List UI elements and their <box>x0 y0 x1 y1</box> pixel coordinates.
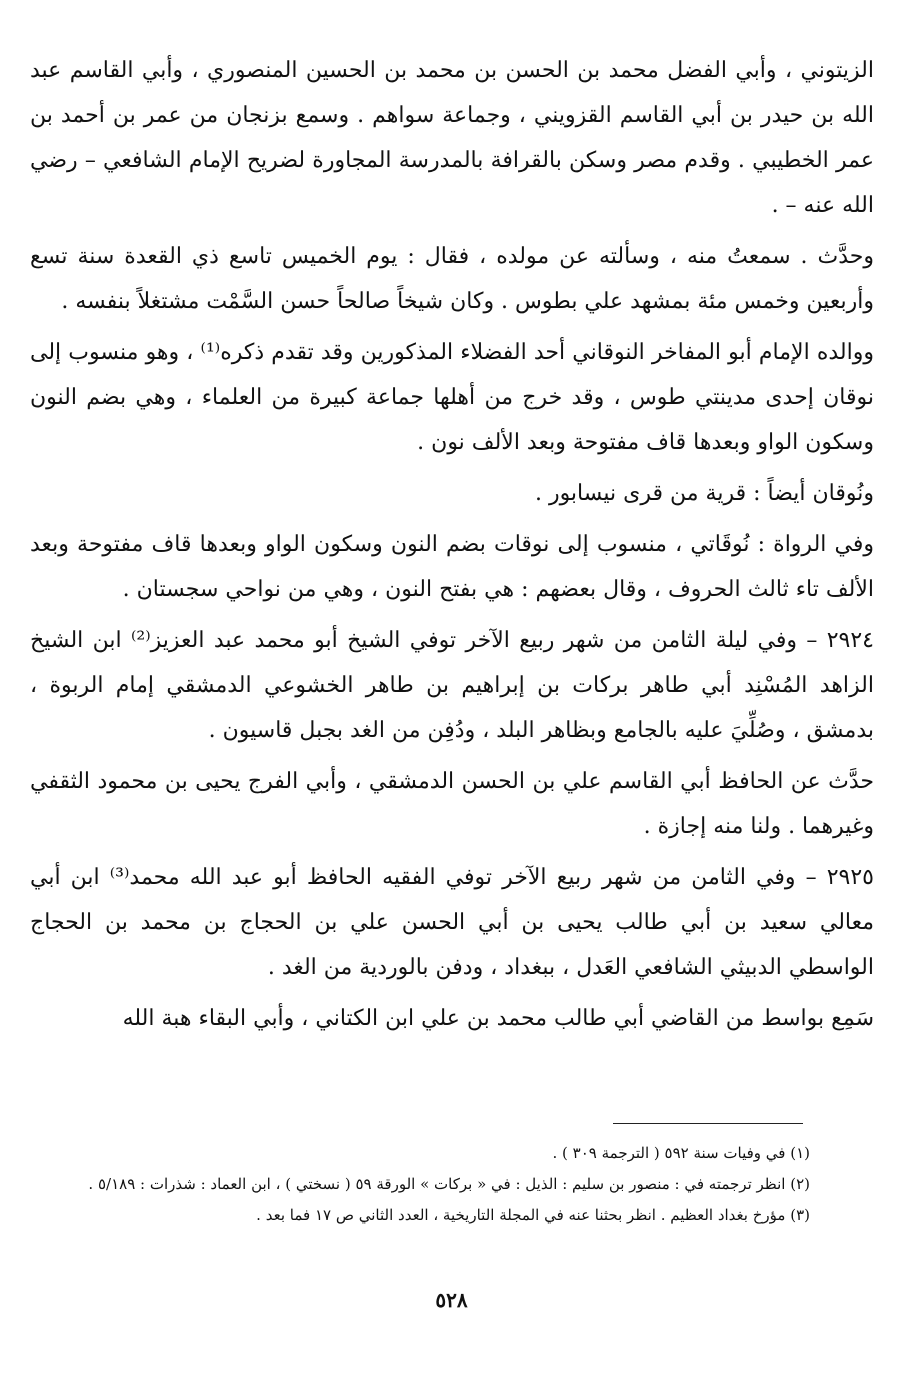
paragraph-5: وفي الرواة : نُوقَاتي ، منسوب إلى نوقات بضم النون وسكون الواو وبعدها قاف مفتوحة وبعد الألف تاء ثالث الحروف ، وقال بعضهم : هي بفتح النون ، وهي من نواحي سجستان . <box>30 532 874 602</box>
page-number: ٥٢٨ <box>435 1288 468 1312</box>
paragraph-4: ونُوقان أيضاً : قرية من قرى نيسابور . <box>534 481 874 506</box>
footnote-3: (٣) مؤرخ بغداد العظيم . انظر بحثنا عنه في المجلة التاريخية ، العدد الثاني ص ١٧ فما بعد . <box>256 1206 810 1224</box>
paragraph-2: وحدَّث . سمعتُ منه ، وسألته عن مولده ، فقال : يوم الخميس تاسع ذي القعدة سنة تسع وأربعين وخمس مئة بمشهد علي بطوس . وكان شيخاً صالحاً حسن السَّمْت مشتغلاً بنفسه . <box>30 244 874 314</box>
entry-2925: ٢٩٢٥ – وفي الثامن من شهر ربيع الآخر توفي الفقيه الحافظ أبو عبد الله محمد⁽³⁾ ابن أبي معالي سعيد بن أبي طالب يحيى بن أبي الحسن علي بن الحجاج بن محمد بن الحجاج الواسطي الدبيثي الشافعي العَدل ، ببغداد ، ودفن بالوردية من الغد . <box>30 865 874 980</box>
footnote-2: (٢) انظر ترجمته في : منصور بن سليم : الذيل : في « بركات » الورقة ٥٩ ( نسختي ) ، ابن العماد : شذرات : ٥/١٨٩ . <box>88 1175 810 1193</box>
paragraph-1: الزيتوني ، وأبي الفضل محمد بن الحسن بن محمد بن الحسين المنصوري ، وأبي القاسم عبد الله بن حيدر بن أبي القاسم القزويني ، وجماعة سواهم . وسمع بزنجان من عمر بن أحمد بن عمر الخطيبي . وقدم مصر وسكن بالقرافة بالمدرسة المجاورة لضريح الإمام الشافعي – رضي الله عنه – . <box>30 58 874 218</box>
footnote-divider <box>613 1123 803 1124</box>
paragraph-9: سَمِع بواسط من القاضي أبي طالب محمد بن علي ابن الكتاني ، وأبي البقاء هبة الله <box>122 1006 874 1031</box>
footnotes <box>30 1138 810 1231</box>
main-text <box>30 48 874 1041</box>
paragraph-3: ووالده الإمام أبو المفاخر النوقاني أحد الفضلاء المذكورين وقد تقدم ذكره⁽¹⁾ ، وهو منسوب إلى نوقان إحدى مدينتي طوس ، وقد خرج من أهلها جماعة كبيرة من العلماء ، وهي بضم النون وسكون الواو وبعدها قاف مفتوحة وبعد الألف نون . <box>30 340 874 455</box>
paragraph-7: حدَّث عن الحافظ أبي القاسم علي بن الحسن الدمشقي ، وأبي الفرج يحيى بن محمود الثقفي وغيرهما . ولنا منه إجازة . <box>30 769 874 839</box>
footnote-1: (١) في وفيات سنة ٥٩٢ ( الترجمة ٣٠٩ ) . <box>552 1144 810 1162</box>
entry-2924: ٢٩٢٤ – وفي ليلة الثامن من شهر ربيع الآخر توفي الشيخ أبو محمد عبد العزيز⁽²⁾ ابن الشيخ الزاهد المُسْنِد أبي طاهر بركات بن إبراهيم بن طاهر الخشوعي الدمشقي إمام الربوة ، بدمشق ، وصُلِّيَ عليه بالجامع وبظاهر البلد ، ودُفِن من الغد بجبل قاسيون . <box>30 628 874 743</box>
